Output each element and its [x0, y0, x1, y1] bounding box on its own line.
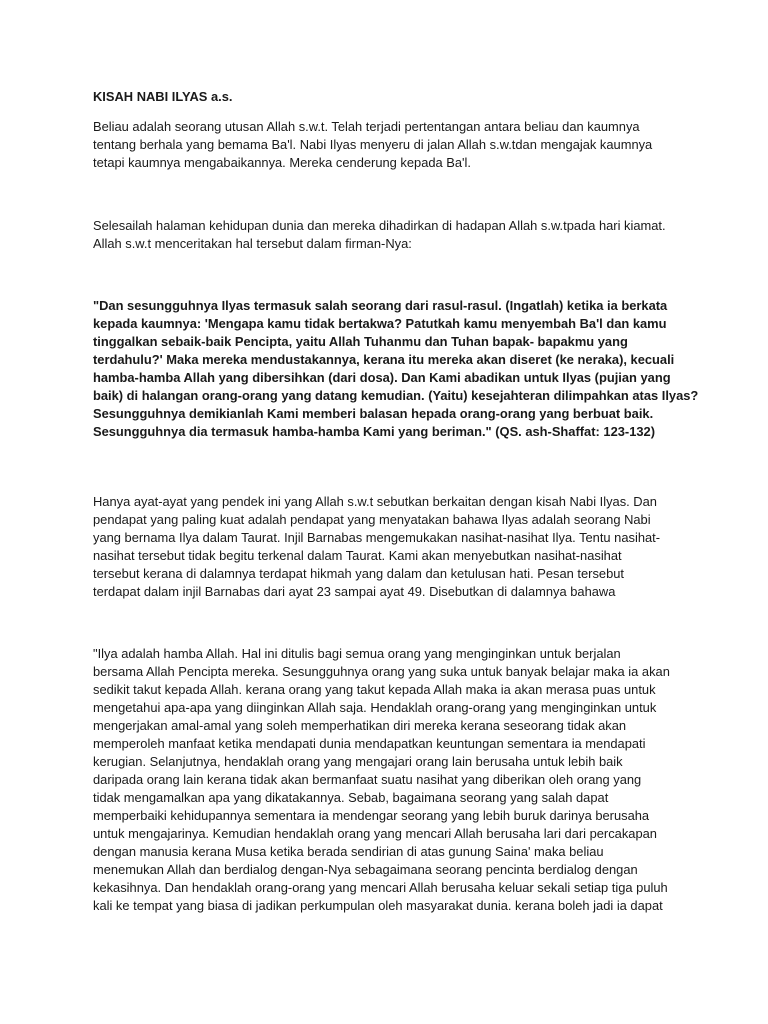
text-line: memperoleh manfaat ketika mendapati dunia mendapatkan keuntungan sementara ia mendapati: [93, 736, 646, 751]
text-line: Allah s.w.t menceritakan hal tersebut dalam firman-Nya:: [93, 236, 412, 251]
text-line: dengan manusia kerana Musa ketika berada sendirian di atas gunung Saina' maka beliau: [93, 844, 604, 859]
paragraph-barnabas: [93, 493, 683, 601]
text-line: Sesungguhnya demikianlah Kami memberi balasan hepada orang-orang yang berbuat baik.: [93, 406, 654, 421]
text-line: untuk mengajarinya. Kemudian hendaklah orang yang mencari Allah berusaha lari dari percakapan: [93, 826, 657, 841]
text-line: memperbaiki kehidupannya sementara ia mendengar seorang yang lebih buruk darinya berusaha: [93, 808, 650, 823]
text-line: terdapat dalam injil Barnabas dari ayat 23 sampai ayat 49. Disebutkan di dalamnya bahawa: [93, 584, 616, 599]
text-line: tetapi kaumnya mengabaikannya. Mereka cenderung kepada Ba'l.: [93, 155, 471, 170]
paragraph-quran-quote: [93, 297, 699, 441]
text-line: mengerjakan amal-amal yang soleh memperhatikan diri mereka kerana seseorang tidak akan: [93, 718, 627, 733]
text-line: tentang berhala yang bemama Ba'l. Nabi Ilyas menyeru di jalan Allah s.w.tdan mengajak kaumnya: [93, 137, 653, 152]
text-line: nasihat tersebut tidak begitu terkenal dalam Taurat. Kami akan menyebutkan nasihat-nasihat: [93, 548, 622, 563]
text-line: tinggalkan sebaik-baik Pencipta, yaitu Allah Tuhanmu dan Tuhan bapak- bapakmu yang: [93, 334, 628, 349]
text-line: "Dan sesungguhnya Ilyas termasuk salah seorang dari rasul-rasul. (Ingatlah) ketika ia berkata: [93, 298, 668, 313]
text-line: Hanya ayat-ayat yang pendek ini yang Allah s.w.t sebutkan berkaitan dengan kisah Nabi Ilyas. Dan: [93, 494, 657, 509]
text-line: pendapat yang paling kuat adalah pendapat yang menyatakan bahawa Ilyas adalah seorang Nabi: [93, 512, 651, 527]
text-line: daripada orang lain kerana tidak akan bermanfaat suatu nasihat yang diberikan oleh orang yang: [93, 772, 642, 787]
text-line: "Ilya adalah hamba Allah. Hal ini ditulis bagi semua orang yang menginginkan untuk berjalan: [93, 646, 621, 661]
text-line: Sesungguhnya dia termasuk hamba-hamba Kami yang beriman." (QS. ash-Shaffat: 123-132): [93, 424, 655, 439]
paragraph-ilya-advice: [93, 645, 683, 915]
text-line: mengetahui apa-apa yang diinginkan Allah saja. Hendaklah orang-orang yang menginginkan untuk: [93, 700, 657, 715]
text-line: tidak mengamalkan apa yang dikatakannya. Sebab, bagaimana seorang yang salah dapat: [93, 790, 609, 805]
text-line: sedikit takut kepada Allah. kerana orang yang takut kepada Allah maka ia akan merasa puas untuk: [93, 682, 656, 697]
text-line: Selesailah halaman kehidupan dunia dan mereka dihadirkan di hadapan Allah s.w.tpada hari kiamat.: [93, 218, 666, 233]
text-line: kepada kaumnya: 'Mengapa kamu tidak bertakwa? Patutkah kamu menyembah Ba'l dan kamu: [93, 316, 667, 331]
text-line: kekasihnya. Dan hendaklah orang-orang yang mencari Allah berusaha keluar sekali setiap tiga puluh: [93, 880, 668, 895]
text-line: kali ke tempat yang biasa di jadikan perkumpulan oleh masyarakat dunia. kerana boleh jadi ia dapat: [93, 898, 663, 913]
text-line: hamba-hamba Allah yang dibersihkan (dari dosa). Dan Kami abadikan untuk Ilyas (pujian yang: [93, 370, 671, 385]
text-line: terdahulu?' Maka mereka mendustakannya, kerana itu mereka akan diseret (ke neraka), kecuali: [93, 352, 675, 367]
paragraph-intro: [93, 118, 683, 172]
text-line: yang bernama Ilya dalam Taurat. Injil Barnabas mengemukakan nasihat-nasihat Ilya. Tentu nasihat-: [93, 530, 661, 545]
text-line: menemukan Allah dan berdialog dengan-Nya sebagaimana seorang pencinta berdialog dengan: [93, 862, 638, 877]
text-line: kerugian. Selanjutnya, hendaklah orang yang mengajari orang lain berusaha untuk lebih baik: [93, 754, 623, 769]
text-line: tersebut kerana di dalamnya terdapat hikmah yang dalam dan ketulusan hati. Pesan tersebut: [93, 566, 624, 581]
text-line: bersama Allah Pencipta mereka. Sesungguhnya orang yang suka untuk banyak belajar maka ia akan: [93, 664, 670, 679]
document-title: KISAH NABI ILYAS a.s.: [93, 89, 233, 104]
text-line: baik) di halangan orang-orang yang datang kemudian. (Yaitu) kesejahteran dilimpahkan atas Ilyas?: [93, 388, 699, 403]
paragraph-judgement-day: [93, 217, 683, 253]
text-line: Beliau adalah seorang utusan Allah s.w.t. Telah terjadi pertentangan antara beliau dan kaumnya: [93, 119, 640, 134]
